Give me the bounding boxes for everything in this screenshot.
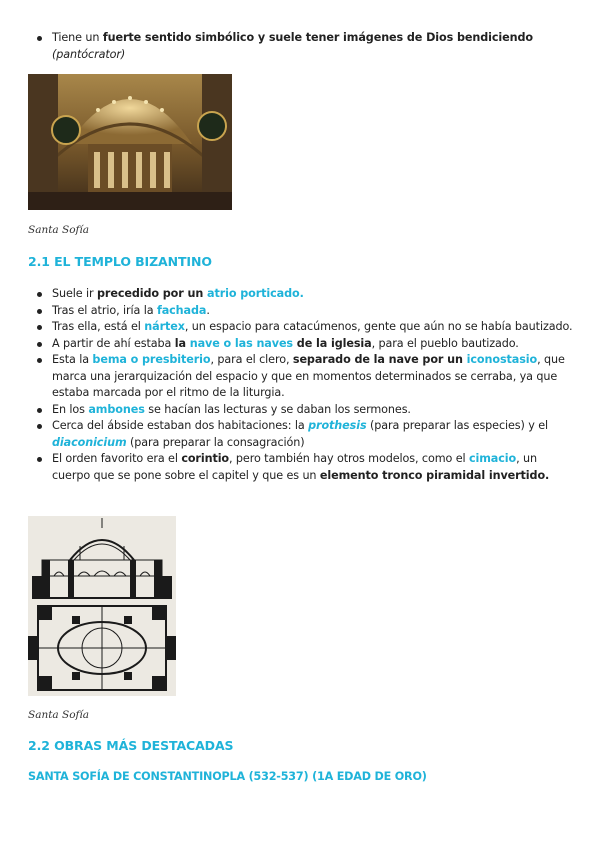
highlight-text: fachada — [156, 303, 207, 317]
list-item — [28, 319, 576, 336]
list-item — [28, 303, 576, 320]
highlight-text: cimacio — [468, 452, 517, 465]
temple-bullet-list — [28, 286, 576, 484]
highlight-text: prothesis — [308, 419, 367, 432]
text: , que marca una jerarquización del espacio y que en momentos determinados se cerraba, ya que estaba marcada por el ritmo de la liturgia. — [52, 353, 565, 399]
hagia-sophia-plan-drawing — [28, 516, 176, 696]
bold-text: separado de la nave por un — [292, 353, 467, 366]
section-heading: 2.2 OBRAS MÁS DESTACADAS — [28, 738, 234, 753]
figure-caption: Santa Sofía — [28, 709, 90, 721]
list-item — [28, 352, 576, 402]
highlight-text: ambones — [88, 402, 145, 416]
figure-caption: Santa Sofía — [28, 224, 90, 236]
list-item — [28, 286, 576, 303]
text: , para el clero, — [210, 353, 293, 366]
text: (para preparar la consagración) — [126, 435, 305, 449]
text: se hacían las lecturas y se daban los sermones. — [144, 402, 411, 416]
text: A partir de ahí estaba — [52, 336, 175, 350]
subsection-heading: SANTA SOFÍA DE CONSTANTINOPLA (532-537) (1A EDAD DE ORO) — [28, 770, 427, 783]
top-bullet-list — [28, 30, 588, 63]
text: El orden favorito era el — [52, 452, 182, 465]
italic-text: (pantócrator) — [52, 47, 126, 61]
text: , un espacio para catacúmenos, gente que aún no se había bautizado. — [184, 320, 573, 333]
bold-text: corintio — [181, 452, 230, 465]
text: Suele ir — [52, 287, 97, 300]
text: (para preparar las especies) y el — [366, 419, 549, 432]
bold-text: la — [174, 336, 190, 350]
section-and-plan-image — [28, 516, 176, 696]
text: . — [206, 303, 210, 317]
text: En los — [52, 402, 89, 416]
text: Esta la — [52, 353, 93, 366]
hagia-sophia-interior-photo — [28, 74, 232, 210]
text: Tras el atrio, iría la — [52, 303, 157, 317]
highlight-text: atrio porticado. — [207, 287, 304, 300]
interior-image — [28, 74, 232, 210]
text: , para el pueblo bautizado. — [371, 336, 519, 350]
list-item — [28, 402, 576, 419]
text: Cerca del ábside estaban dos habitaciones: la — [52, 419, 309, 432]
bold-text: precedido por un — [97, 287, 207, 300]
bold-text: elemento tronco piramidal invertido. — [319, 468, 550, 482]
highlight-text: diaconicium — [52, 435, 127, 449]
bold-text: fuerte sentido simbólico y suele tener imágenes de Dios bendiciendo — [102, 31, 533, 44]
list-item — [28, 30, 588, 63]
highlight-text: iconostasio — [466, 353, 538, 366]
text: Tras ella, está el — [52, 320, 145, 333]
list-item — [28, 336, 576, 353]
list-item — [28, 451, 576, 484]
text: , pero también hay otros modelos, como el — [229, 452, 469, 465]
section-heading: 2.1 EL TEMPLO BIZANTINO — [28, 254, 212, 269]
list-item — [28, 418, 576, 451]
bold-text: de la iglesia — [293, 336, 372, 350]
highlight-text: nave o las naves — [189, 336, 293, 350]
highlight-text: nártex — [144, 320, 185, 333]
text: Tiene un — [52, 31, 103, 44]
highlight-text: bema o presbiterio — [92, 353, 211, 366]
text: , un cuerpo que se pone sobre el capitel y que es un — [52, 452, 537, 482]
